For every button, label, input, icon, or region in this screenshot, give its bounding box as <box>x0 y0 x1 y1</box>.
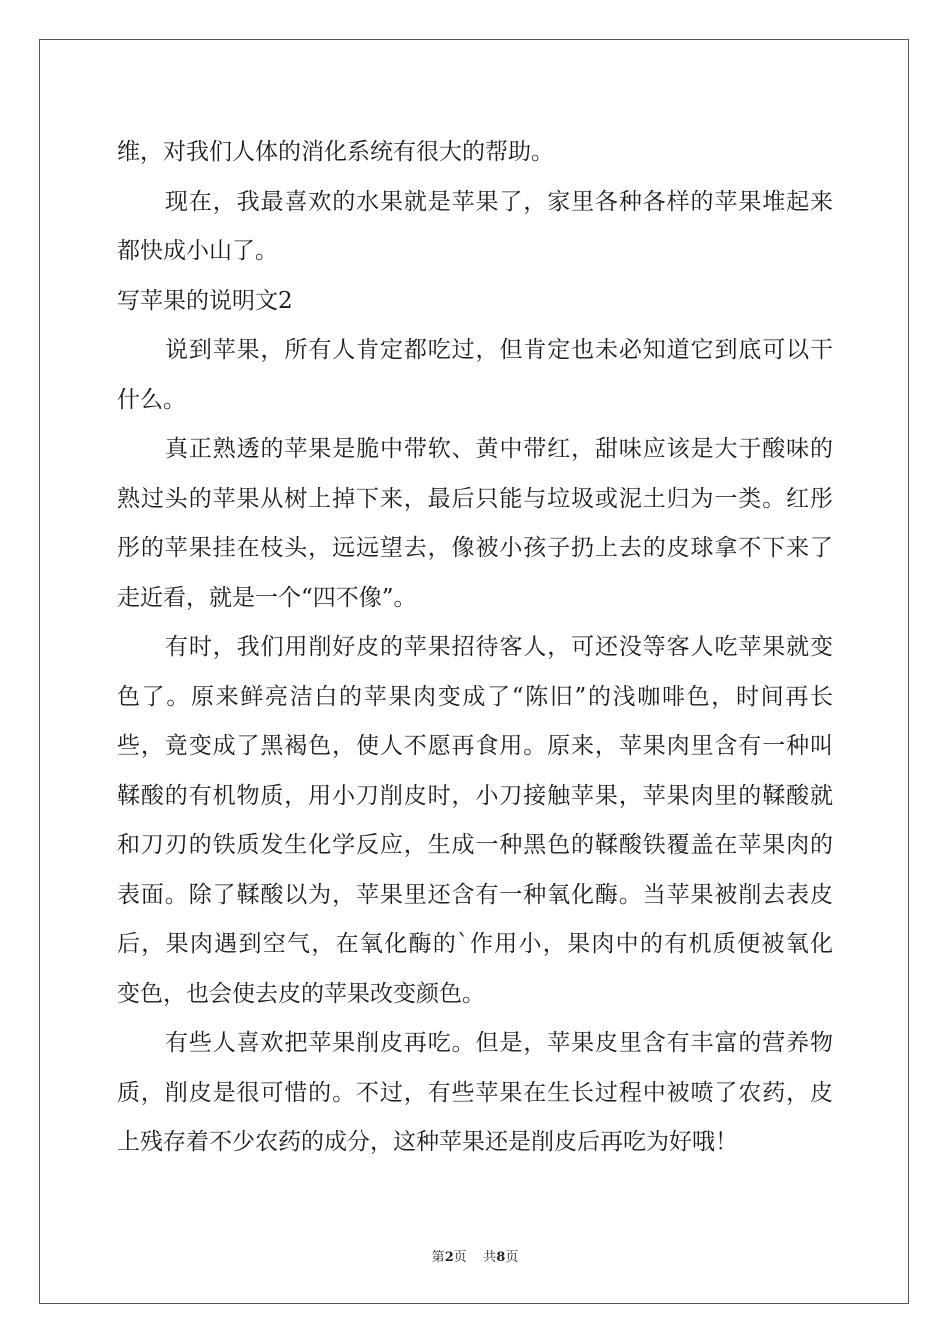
paragraph <box>117 425 833 623</box>
text-line: 鞣酸的有机物质，用小刀削皮时，小刀接触苹果，苹果肉里的鞣酸就 <box>117 782 833 809</box>
text-line: 上残存着不少农药的成分，这种苹果还是削皮后再吃为好哦！ <box>117 1129 738 1155</box>
text-line: 质，削皮是很可惜的。不过，有些苹果在生长过程中被喷了农药，皮 <box>117 1079 833 1106</box>
footer-suffix: 页 <box>505 1250 519 1265</box>
text-line: 有时，我们用削好皮的苹果招待客人，可还没等客人吃苹果就变 <box>165 634 833 660</box>
text-line: 有些人喜欢把苹果削皮再吃。但是，苹果皮里含有丰富的营养物 <box>165 1030 833 1056</box>
text-line: 色了。原来鲜亮洁白的苹果肉变成了“陈旧”的浅咖啡色，时间再长 <box>117 683 833 710</box>
footer-prefix: 第 <box>431 1250 445 1265</box>
text-line: 些，竟变成了黑褐色，使人不愿再食用。原来，苹果肉里含有一种叫 <box>117 733 833 759</box>
text-line: 写苹果的说明文2 <box>117 287 293 314</box>
text-line: 变色，也会使去皮的苹果改变颜色。 <box>117 980 485 1007</box>
paragraph <box>117 128 833 178</box>
text-line: 后，果肉遇到空气，在氧化酶的`作用小，果肉中的有机质便被氧化 <box>117 931 833 957</box>
page-footer <box>0 1246 950 1265</box>
text-line: 和刀刃的铁质发生化学反应，生成一种黑色的鞣酸铁覆盖在苹果肉的 <box>117 832 833 858</box>
current-page-number: 2 <box>444 1250 454 1265</box>
text-line: 维，对我们人体的消化系统有很大的帮助。 <box>117 139 554 165</box>
text-line: 现在，我最喜欢的水果就是苹果了，家里各种各样的苹果堆起来 <box>165 188 833 215</box>
text-line: 什么。 <box>117 386 186 413</box>
text-line: 都快成小山了。 <box>117 238 278 264</box>
text-line: 表面。除了鞣酸以为，苹果里还含有一种氧化酶。当苹果被削去表皮 <box>117 881 833 908</box>
text-line: 熟过头的苹果从树上掉下来，最后只能与垃圾或泥土归为一类。红彤 <box>117 485 833 512</box>
total-page-count: 8 <box>496 1250 506 1265</box>
paragraph <box>117 178 833 277</box>
paragraph <box>117 1019 833 1168</box>
text-line: 走近看，就是一个“四不像”。 <box>117 584 417 611</box>
paragraph <box>117 623 833 1019</box>
text-line: 彤的苹果挂在枝头，远远望去，像被小孩子扔上去的皮球拿不下来了 <box>117 535 833 561</box>
document-body <box>117 128 833 1168</box>
text-line: 说到苹果，所有人肯定都吃过，但肯定也未必知道它到底可以干 <box>165 337 833 363</box>
section-heading <box>117 277 833 327</box>
paragraph <box>117 326 833 425</box>
footer-middle: 页 共 <box>453 1250 497 1265</box>
text-line: 真正熟透的苹果是脆中带软、黄中带红，甜味应该是大于酸味的 <box>165 436 833 462</box>
